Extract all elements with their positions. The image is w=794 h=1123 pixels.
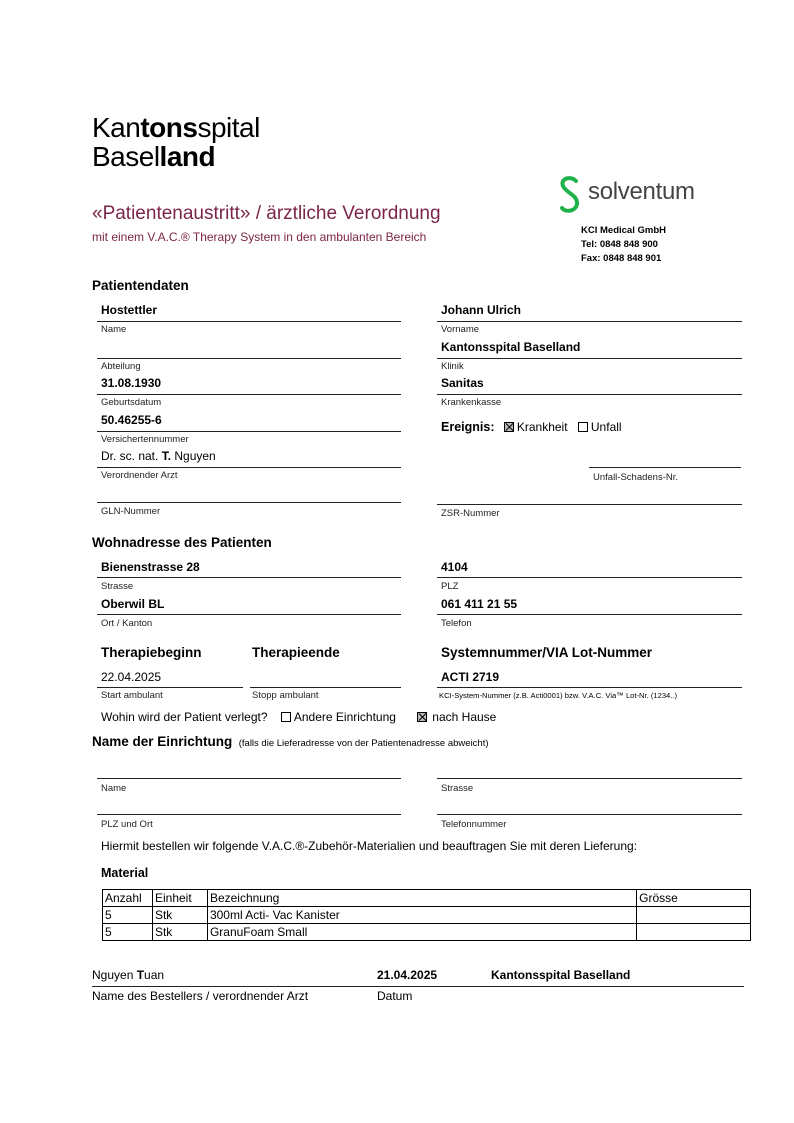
divider [437,687,742,688]
date-label: Datum [377,989,413,1003]
divider [437,358,742,359]
facility-name-field[interactable] [97,778,401,779]
arzt-label: Verordnender Arzt [101,470,178,481]
abteilung-label: Abteilung [101,361,141,372]
page-title: «Patientenaustritt» / ärztliche Verordnung [92,203,441,224]
company-info [581,224,666,266]
gln-field[interactable] [97,502,401,503]
transfer-group [101,710,496,724]
hospital-logo [92,113,260,171]
unfall-checkbox[interactable] [578,422,588,432]
logo-line-1 [92,113,260,142]
strasse-label: Strasse [101,581,134,592]
table-header-row [103,890,751,907]
zsr-field[interactable] [437,504,742,505]
krankenkasse-field[interactable]: Sanitas [441,376,484,390]
nach-hause-label: nach Hause [432,710,497,724]
divider [437,614,742,615]
order-intro: Hiermit bestellen wir folgende V.A.C.®-Zubehör-Materialien und beauftragen Sie mit deren Lieferung: [101,839,638,853]
divider [97,687,243,688]
systemnummer-field[interactable]: ACTI 2719 [441,670,500,684]
divider [437,577,742,578]
klinik-label: Klinik [441,361,464,372]
divider [437,321,742,322]
transfer-question: Wohin wird der Patient verlegt? [101,710,268,724]
divider [97,467,401,468]
order-date-field[interactable]: 21.04.2025 [377,968,438,982]
ort-label: Ort / Kanton [101,618,153,629]
logo-line-2 [92,142,260,171]
plz-label: PLZ [441,581,459,592]
arzt-text: T. [161,449,172,463]
telefon-label: Telefon [441,618,472,629]
logo-text: spital [197,112,260,143]
orderer-text: T [136,968,145,982]
facility-plz-ort-field[interactable] [97,814,401,815]
table-row [103,924,751,941]
facility-plz-ort-label: PLZ und Ort [101,819,153,830]
material-table [102,889,751,941]
company-fax: Fax: 0848 848 901 [581,253,662,264]
ereignis-group [441,420,622,434]
name-label: Name [101,324,127,335]
table-row [103,907,751,924]
andere-einrichtung-label: Andere Einrichtung [293,710,396,724]
geburtsdatum-field[interactable]: 31.08.1930 [101,376,162,390]
column-header: Anzahl [103,890,153,907]
facility-note: (falls die Lieferadresse von der Patientenadresse abweicht) [238,738,489,749]
table-cell[interactable] [637,924,751,941]
divider [97,358,401,359]
table-cell[interactable]: GranuFoam Small [207,924,636,941]
divider [97,614,401,615]
order-hospital-field[interactable]: Kantonsspital Baselland [491,968,631,982]
name-field[interactable]: Hostettler [101,303,158,317]
ereignis-label: Ereignis: [441,420,495,434]
systemnummer-title: Systemnummer/VIA Lot-Nummer [441,645,653,660]
arzt-text: Dr. sc. nat. [101,449,162,463]
divider [97,394,401,395]
therapieende-title: Therapieende [252,645,340,660]
divider [437,394,742,395]
plz-field[interactable]: 4104 [441,560,468,574]
material-title: Material [101,866,149,880]
logo-text: land [159,141,216,172]
systemnummer-label: KCI-System-Nummer (z.B. Acti0001) bzw. V.A.C. Via™ Lot-Nr. (1234..) [439,691,678,700]
versichertennummer-field[interactable]: 50.46255-6 [101,413,162,427]
stopp-ambulant-label: Stopp ambulant [252,690,319,701]
krankheit-checkbox[interactable] [504,422,514,432]
divider [97,431,401,432]
table-cell[interactable]: 300ml Acti- Vac Kanister [207,907,636,924]
geburtsdatum-label: Geburtsdatum [101,397,162,408]
table-cell[interactable]: 5 [103,907,153,924]
company-tel: Tel: 0848 848 900 [581,239,658,250]
divider [92,986,744,987]
table-cell[interactable]: 5 [103,924,153,941]
unfall-nr-label: Unfall-Schadens-Nr. [593,472,679,483]
divider [97,321,401,322]
logo-text: Basel [92,141,160,172]
column-header: Grösse [637,890,751,907]
facility-title: Name der Einrichtung [92,734,233,749]
table-cell[interactable]: Stk [152,924,207,941]
nach-hause-checkbox[interactable] [417,712,427,722]
start-ambulant-label: Start ambulant [101,690,163,701]
klinik-field[interactable]: Kantonsspital Baselland [441,340,581,354]
divider [97,577,401,578]
facility-strasse-label: Strasse [441,783,474,794]
facility-strasse-field[interactable] [437,778,742,779]
orderer-text: uan [144,968,165,982]
krankheit-label: Krankheit [516,420,568,434]
page-subtitle: mit einem V.A.C.® Therapy System in den ambulanten Bereich [92,230,427,244]
table-cell[interactable] [637,907,751,924]
facility-telefon-label: Telefonnummer [441,819,507,830]
facility-name-label: Name [101,783,127,794]
orderer-field[interactable] [92,968,164,982]
orderer-label: Name des Bestellers / verordnender Arzt [92,989,309,1003]
zsr-label: ZSR-Nummer [441,508,500,519]
company-name: KCI Medical GmbH [581,225,666,236]
vorname-field[interactable]: Johann Ulrich [441,303,522,317]
facility-telefon-field[interactable] [437,814,742,815]
start-ambulant-field[interactable]: 22.04.2025 [101,670,162,684]
logo-text: tons [140,112,198,143]
unfall-label: Unfall [590,420,622,434]
arzt-text: Nguyen [171,449,216,463]
telefon-field[interactable]: 061 411 21 55 [441,597,518,611]
arzt-field[interactable] [101,449,216,463]
section-title-address: Wohnadresse des Patienten [92,535,272,550]
vorname-label: Vorname [441,324,480,335]
section-title-patient: Patientendaten [92,278,189,293]
andere-einrichtung-checkbox[interactable] [281,712,291,722]
logo-text: Kan [92,112,141,143]
table-cell[interactable]: Stk [152,907,207,924]
solventum-icon [556,175,584,215]
stopp-ambulant-field[interactable] [250,687,401,688]
strasse-field[interactable]: Bienenstrasse 28 [101,560,200,574]
krankenkasse-label: Krankenkasse [441,397,502,408]
brand-name: solventum [588,178,695,205]
column-header: Bezeichnung [207,890,636,907]
versichertennummer-label: Versichertennummer [101,434,189,445]
column-header: Einheit [152,890,207,907]
therapiebeginn-title: Therapiebeginn [101,645,202,660]
gln-label: GLN-Nummer [101,506,161,517]
section-title-facility [92,733,489,751]
unfall-nr-field[interactable] [589,467,741,468]
ort-field[interactable]: Oberwil BL [101,597,165,611]
orderer-text: Nguyen [92,968,137,982]
